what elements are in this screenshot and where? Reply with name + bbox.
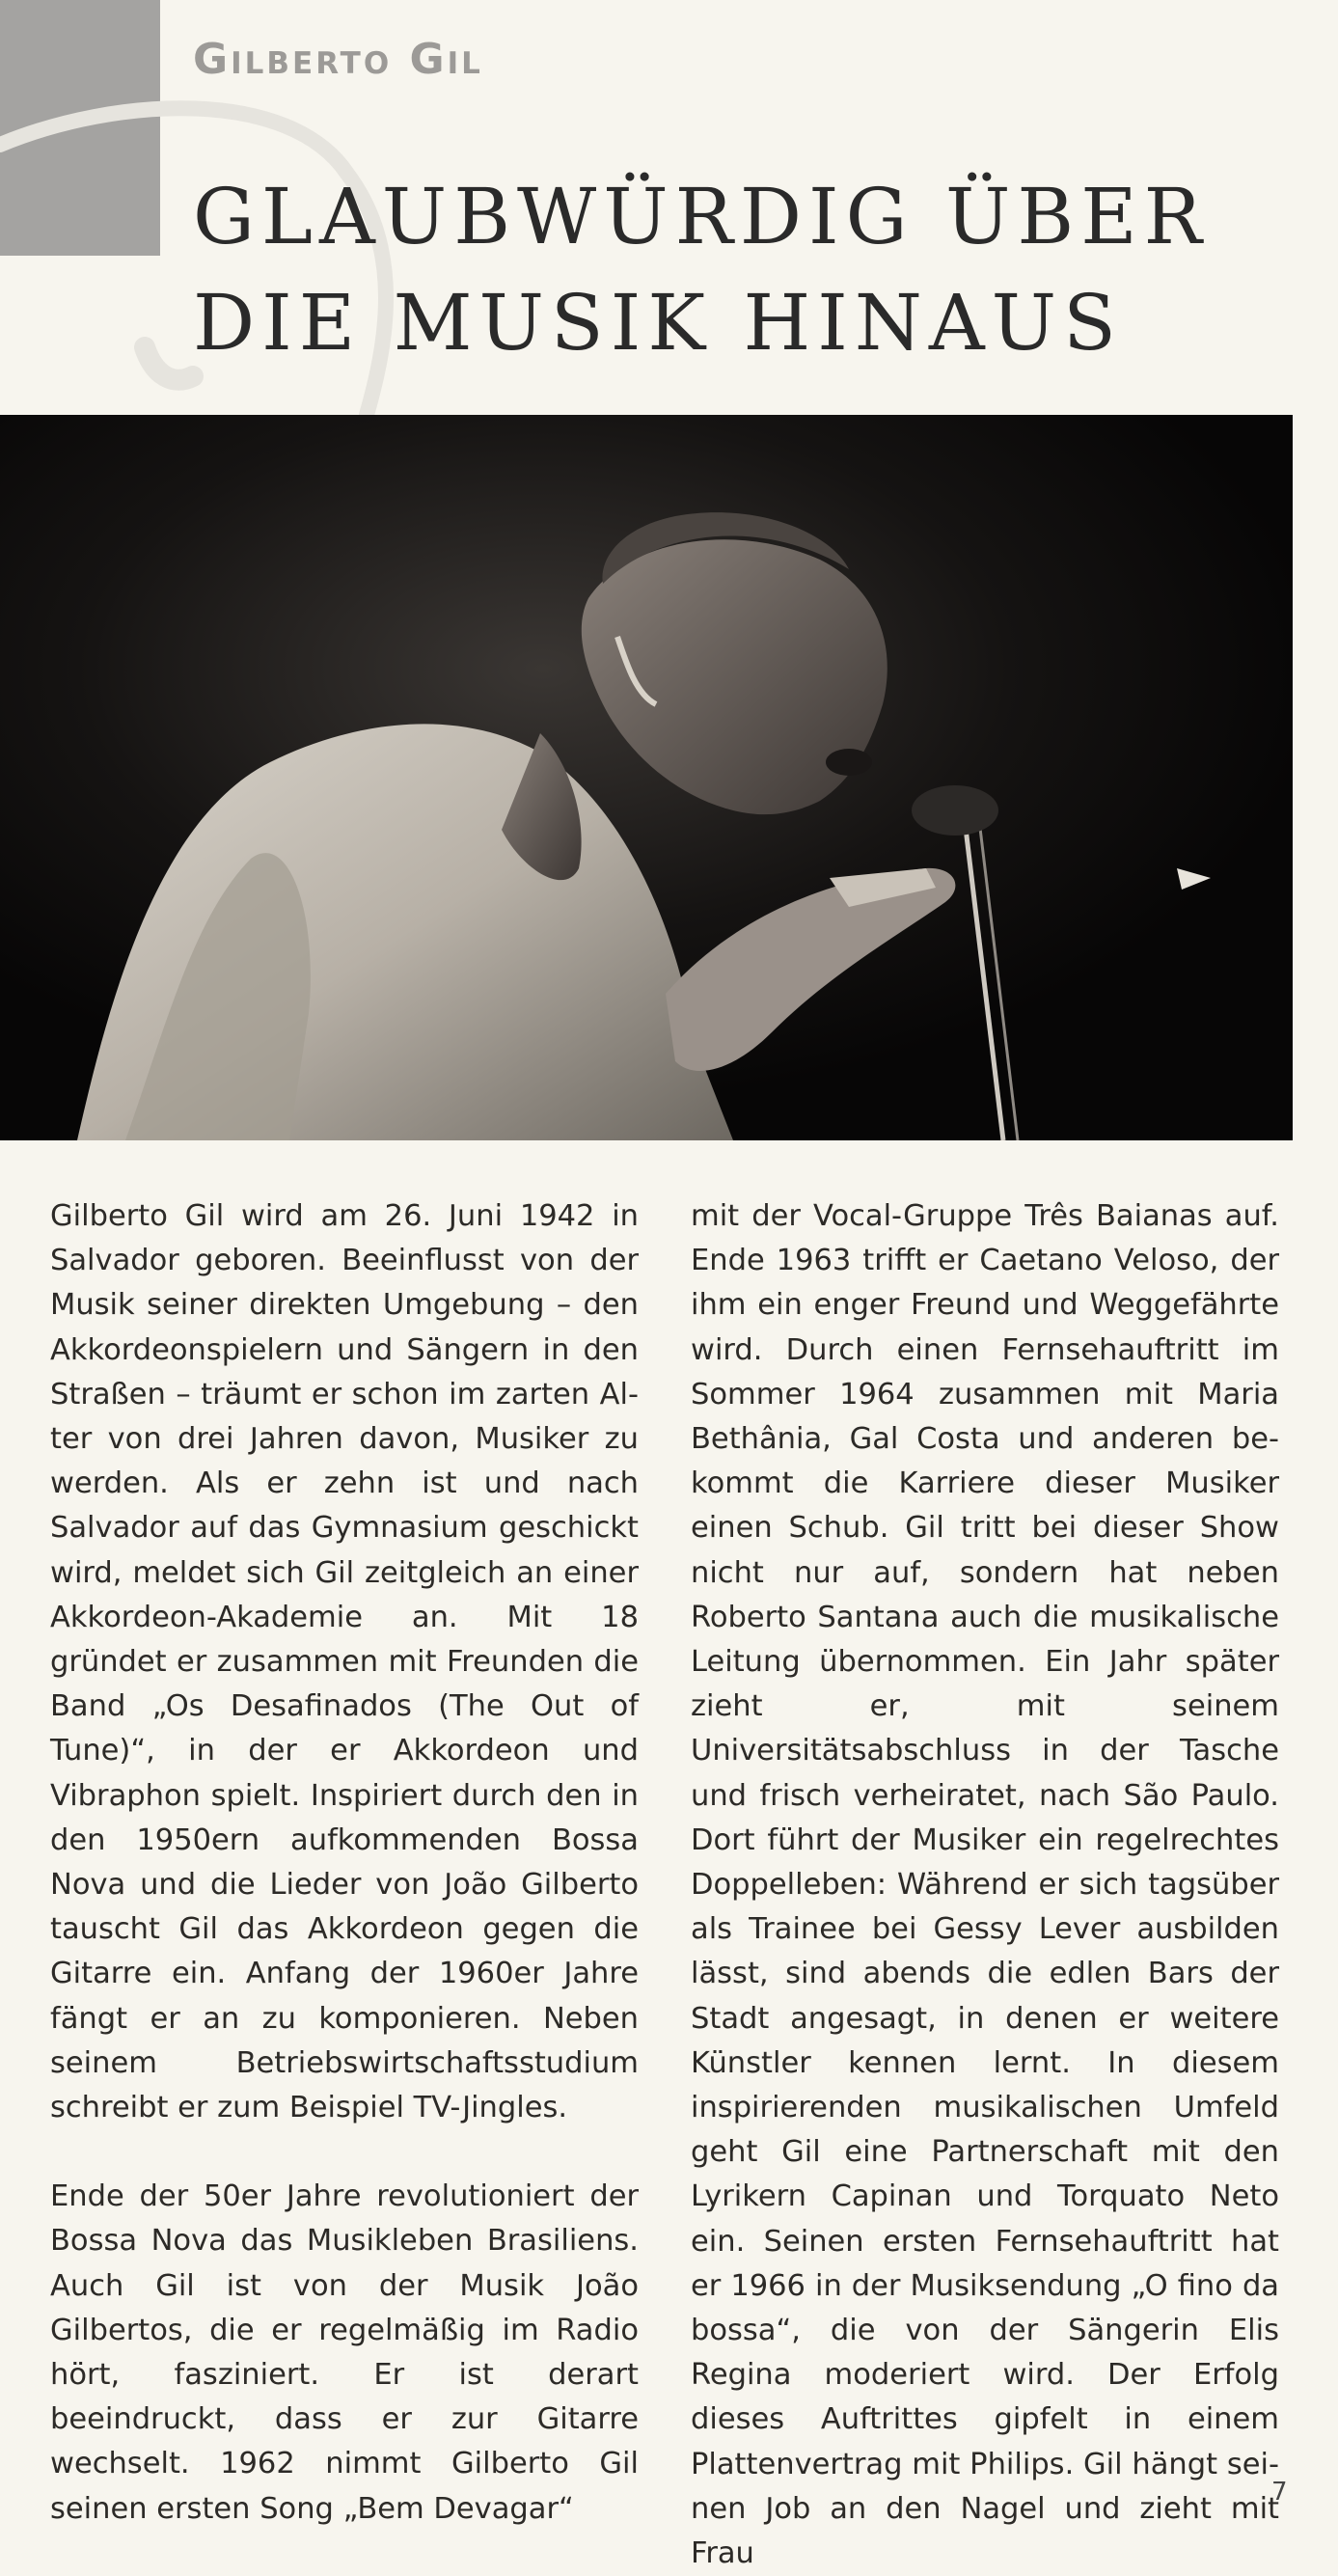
- article-paragraph: Gilberto Gil wird am 26. Juni 1942 in Salvador geboren. Beeinflusst von der Musik seiner direkten Umgebung – den Akkordeonspielern und Sängern in den Straßen – träumt er schon im zarten Alter von drei Jahren davon, Musiker zu werden. Als er zehn ist und nach Salvador auf das Gymnasium geschickt wird, meldet sich Gil zeitgleich an einer Akkordeon-Akademie an. Mit 18 gründet er zusammen mit Freunden die Band „Os Desafinados (The Out of Tune)“, in der er Akkordeon und Vibraphon spielt. Inspiriert durch den in den 1950ern aufkommenden Bossa Nova und die Lieder von João Gilberto tauscht Gil das Akkordeon gegen die Gitarre ein. Anfang der 1960er Jahre fängt er an zu komponieren. Neben seinem Betriebswirtschaftsstudium schreibt er zum Beispiel TV-Jingles.: [50, 1199, 639, 2125]
- section-kicker: Gilberto Gil: [193, 35, 483, 84]
- article-paragraph: Ende der 50er Jahre revolutioniert der Bossa Nova das Musikleben Brasiliens. Auch Gil ist von der Musik João Gilbertos, die er regelmäßig im Radio hört, fasziniert. Er ist derart beeindruckt, dass er zur Gitarre wechselt. 1962 nimmt Gilberto Gil seinen ersten Song „Bem Devagar“: [50, 2179, 639, 2526]
- page-number: 7: [1271, 2478, 1288, 2507]
- article-column-left: [50, 1194, 639, 2532]
- article-headline: [193, 164, 1209, 376]
- article-column-right: [691, 1194, 1279, 2576]
- article-paragraph: mit der Vocal-Gruppe Três Baianas auf. Ende 1963 trifft er Caetano Veloso, der ihm ein enger Freund und Weggefährte wird. Durch einen Fernsehauftritt im Sommer 1964 zusammen mit Maria Bethânia, Gal Costa und anderen bekommt die Karriere dieser Musiker einen Schub. Gil tritt bei dieser Show nicht nur auf, sondern hat neben Roberto Santana auch die musikalische Leitung übernommen. Ein Jahr später zieht er, mit seinem Universitätsabschluss in der Tasche und frisch verheiratet, nach São Paulo. Dort führt der Musiker ein regelrechtes Doppelleben: Während er sich tagsüber als Trainee bei Gessy Lever ausbilden lässt, sind abends die edlen Bars der Stadt angesagt, in denen er weitere Künstler kennen lernt. In diesem inspirierenden musikalischen Umfeld geht Gil eine Partnerschaft mit den Lyrikern Capinan und Torquato Neto ein. Seinen ersten Fernsehauftritt hat er 1966 in der Musiksendung „O fino da bossa“, die von der Sängerin Elis Regina moderiert wird. Der Erfolg dieses Auftrittes gipfelt in einem Plattenvertrag mit Philips. Gil hängt seinen Job an den Nagel und zieht mit Frau: [691, 1199, 1279, 2571]
- performer-photo-illustration: [0, 415, 1293, 1140]
- headline-line-2: DIE MUSIK HINAUS: [193, 278, 1123, 368]
- performer-photo: [0, 415, 1293, 1140]
- headline-line-1: GLAUBWÜRDIG ÜBER: [193, 172, 1209, 261]
